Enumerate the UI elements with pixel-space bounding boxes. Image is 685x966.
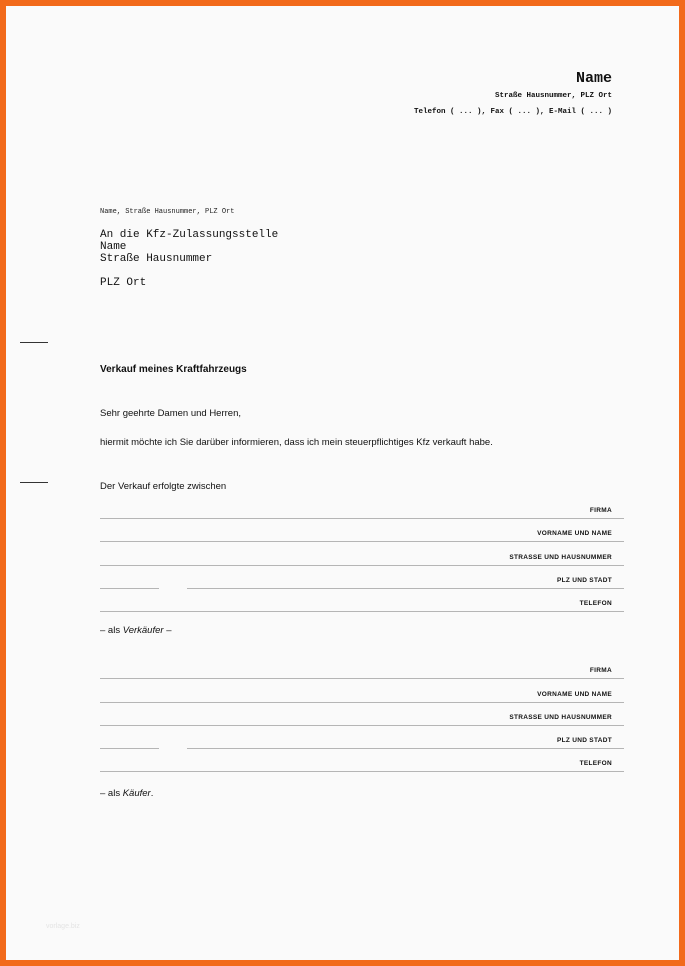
buyer-phone-line[interactable]	[100, 771, 624, 772]
buyer-field-label-city: PLZ UND STADT	[556, 737, 612, 744]
buyer-field-label-name: VORNAME UND NAME	[537, 691, 612, 698]
recipient-line-1: An die Kfz-Zulassungsstelle	[100, 229, 279, 241]
seller-street-line[interactable]	[100, 565, 624, 566]
seller-company-line[interactable]	[100, 518, 624, 519]
sender-address: Straße Hausnummer, PLZ Ort	[494, 92, 612, 100]
buyer-role	[100, 788, 153, 799]
seller-role-name: Verkäufer	[122, 625, 164, 636]
return-address-line: Name, Straße Hausnummer, PLZ Ort	[100, 208, 235, 216]
watermark: vorlage.biz	[46, 923, 80, 930]
sale-intro: Der Verkauf erfolgte zwischen	[100, 481, 227, 492]
salutation: Sehr geehrte Damen und Herren,	[100, 408, 241, 419]
seller-field-label-phone: TELEFON	[579, 600, 612, 607]
seller-field-label-company: FIRMA	[589, 507, 612, 514]
seller-role-prefix: – als	[100, 625, 123, 636]
recipient-line-4: PLZ Ort	[100, 277, 147, 289]
sender-name: Name	[575, 70, 612, 87]
buyer-field-label-street: STRASSE UND HAUSNUMMER	[509, 714, 612, 721]
recipient-line-2: Name	[100, 241, 127, 253]
buyer-company-line[interactable]	[100, 678, 624, 679]
seller-city-line[interactable]	[187, 588, 624, 589]
buyer-city-line[interactable]	[187, 748, 624, 749]
seller-field-label-name: VORNAME UND NAME	[537, 530, 612, 537]
seller-phone-line[interactable]	[100, 611, 624, 612]
buyer-name-line[interactable]	[100, 702, 624, 703]
buyer-field-label-company: FIRMA	[589, 667, 612, 674]
seller-field-label-city: PLZ UND STADT	[556, 577, 612, 584]
sender-contact: Telefon ( ... ), Fax ( ... ), E-Mail ( ... )	[413, 108, 612, 116]
fold-mark-top	[20, 342, 48, 343]
recipient-line-3: Straße Hausnummer	[100, 253, 213, 265]
buyer-field-label-phone: TELEFON	[579, 760, 612, 767]
seller-role	[100, 625, 172, 636]
buyer-role-suffix: .	[150, 788, 154, 799]
subject-line: Verkauf meines Kraftfahrzeugs	[100, 364, 247, 375]
seller-name-line[interactable]	[100, 541, 624, 542]
seller-zip-line[interactable]	[100, 588, 159, 589]
recipient-address	[100, 229, 278, 289]
intro-paragraph: hiermit möchte ich Sie darüber informieren, dass ich mein steuerpflichtiges Kfz verkauft habe.	[100, 437, 493, 448]
buyer-role-name: Käufer	[122, 788, 151, 799]
seller-field-label-street: STRASSE UND HAUSNUMMER	[509, 554, 612, 561]
seller-role-suffix: –	[163, 625, 172, 636]
fold-mark-middle	[20, 482, 48, 483]
buyer-zip-line[interactable]	[100, 748, 159, 749]
buyer-street-line[interactable]	[100, 725, 624, 726]
buyer-role-prefix: – als	[100, 788, 123, 799]
